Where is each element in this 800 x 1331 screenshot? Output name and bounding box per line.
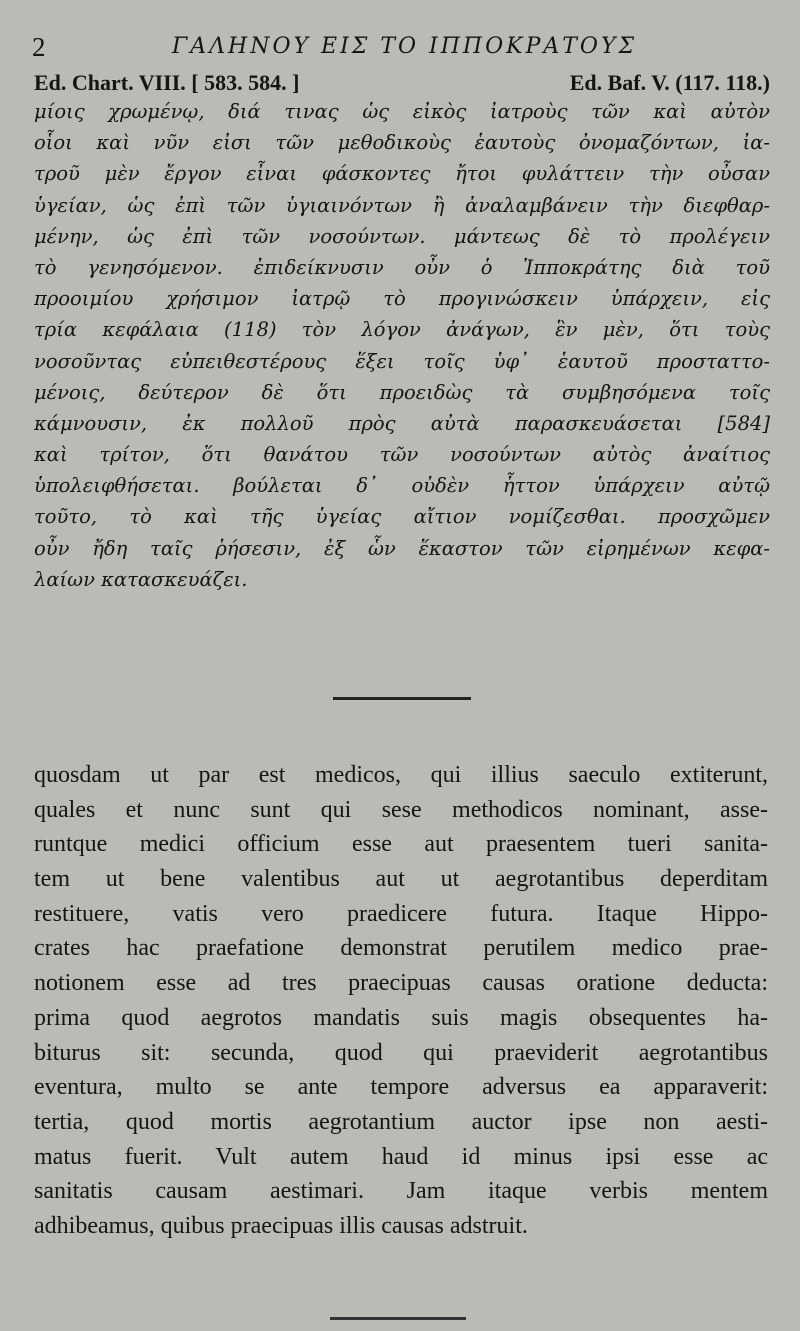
- latin-line: runtque medici officium esse aut praesentem tueri sanita-: [34, 831, 768, 858]
- section-divider: [333, 697, 471, 700]
- latin-line: quosdam ut par est medicos, qui illius saeculo extiterunt,: [34, 762, 768, 788]
- greek-line: ὑπολειφθήσεται. βούλεται δ᾽ οὐδὲν ἧττον ὑπάρχειν αὐτῷ: [34, 474, 770, 498]
- greek-line: οἷοι καὶ νῦν εἰσι τῶν μεθοδικοὺς ἑαυτοὺς ὀνομαζόντων, ἰα-: [34, 131, 770, 155]
- greek-line: τροῦ μὲν ἔργον εἶναι φάσκοντες ἤτοι φυλάττειν τὴν οὖσαν: [34, 162, 770, 186]
- greek-line: μένην, ὡς ἐπὶ τῶν νοσούντων. μάντεως δὲ τὸ προλέγειν: [34, 224, 770, 248]
- greek-line: μίοις χρωμένῳ, διά τινας ὡς εἰκὸς ἰατροὺς τῶν καὶ αὐτὸν: [34, 100, 770, 123]
- latin-line: matus fuerit. Vult autem haud id minus ipsi esse ac: [34, 1143, 768, 1170]
- greek-text-block: [34, 96, 770, 595]
- edition-reference-chartier: Ed. Chart. VIII. [ 583. 584. ]: [34, 70, 300, 95]
- bottom-divider: [330, 1317, 466, 1320]
- latin-line: eventura, multo se ante tempore adversus ea apparaverit:: [34, 1074, 768, 1101]
- running-head: [32, 26, 772, 70]
- greek-line: τρία κεφάλαια (118) τὸν λόγον ἀνάγων, ἓν μὲν, ὅτι τοὺς: [34, 318, 770, 342]
- running-title: ΓΑΛΗΝΟΥ ΕΙΣ ΤΟ ΙΠΠΟΚΡΑΤΟΥΣ: [172, 34, 638, 59]
- latin-line: quales et nunc sunt qui sese methodicos nominant, asse-: [34, 796, 768, 823]
- latin-line: restituere, vatis vero praedicere futura. Itaque Hippo-: [34, 900, 768, 927]
- latin-line: notionem esse ad tres praecipuas causas oratione deducta:: [34, 970, 768, 997]
- latin-line: tertia, quod mortis aegrotantium auctor ipse non aesti-: [34, 1108, 768, 1135]
- greek-line: ὑγείαν, ὡς ἐπὶ τῶν ὑγιαινόντων ἢ ἀναλαμβάνειν τὴν διεφθαρ-: [34, 193, 770, 217]
- greek-line: λαίων κατασκευάζει.: [34, 567, 248, 591]
- greek-line: κάμνουσιν, ἐκ πολλοῦ πρὸς αὐτὰ παρασκευάσεται [584]: [34, 411, 770, 435]
- greek-line: μένοις, δεύτερον δὲ ὅτι προειδὼς τὰ συμβησόμενα τοῖς: [34, 380, 770, 404]
- greek-line: τὸ γενησόμενον. ἐπιδείκνυσιν οὖν ὁ Ἱπποκράτης διὰ τοῦ: [34, 255, 770, 279]
- greek-line: προοιμίου χρήσιμον ἰατρῷ τὸ προγινώσκειν ὑπάρχειν, εἰς: [34, 287, 770, 311]
- latin-line: biturus sit: secunda, quod qui praeviderit aegrotantibus: [34, 1039, 768, 1066]
- latin-line: crates hac praefatione demonstrat perutilem medico prae-: [34, 935, 768, 962]
- greek-line: νοσοῦντας εὐπειθεστέρους ἕξει τοῖς ὑφ᾽ ἑαυτοῦ προσταττο-: [34, 349, 770, 373]
- latin-text-block: [34, 758, 768, 1244]
- edition-reference-basel: Ed. Baf. V. (117. 118.): [569, 70, 770, 95]
- greek-line: τοῦτο, τὸ καὶ τῆς ὑγείας αἴτιον νομίζεσθαι. προσχῶμεν: [34, 505, 770, 529]
- latin-line: sanitatis causam aestimari. Jam itaque verbis mentem: [34, 1178, 768, 1205]
- latin-line: adhibeamus, quibus praecipuas illis causas adstruit.: [34, 1212, 528, 1239]
- greek-line: καὶ τρίτον, ὅτι θανάτου τῶν νοσούντων αὐτὸς ἀναίτιος: [34, 443, 770, 467]
- greek-line: οὖν ἤδη ταῖς ῥήσεσιν, ἐξ ὧν ἕκαστον τῶν εἰρημένων κεφα-: [34, 536, 770, 560]
- latin-line: tem ut bene valentibus aut ut aegrotantibus deperditam: [34, 866, 768, 893]
- latin-line: prima quod aegrotos mandatis suis magis obsequentes ha-: [34, 1004, 768, 1031]
- page-number: 2: [32, 32, 46, 62]
